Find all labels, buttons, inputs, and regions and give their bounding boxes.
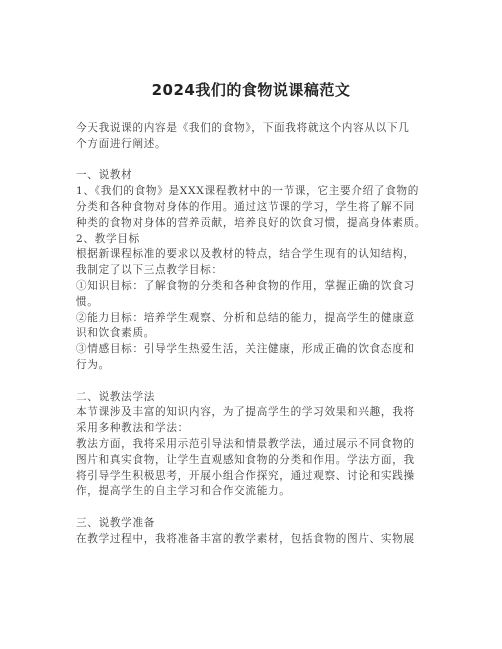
document-title: 2024我们的食物说课稿范文 [151,81,351,99]
blank-line [76,153,436,169]
text-line: 本节课涉及丰富的知识内容，为了提高学生的学习效果和兴趣，我将 [76,406,415,419]
text-line: 教法方面，我将采用示范引导法和情景教学法，通过展示不同食物的 [76,437,415,450]
text-line: ②能力目标：培养学生观察、分析和总结的能力，提高学生的健康意 [76,311,415,324]
text-line: 二、说教法学法 [76,390,156,403]
text-line: 将引导学生积极思考，开展小组合作探究，通过观察、讨论和实践操 [76,469,415,482]
text-line: 分类和各种食物对身体的作用。通过这节课的学习，学生将了解不同 [76,200,415,213]
text-line: 惯。 [76,295,99,308]
text-line: 我制定了以下三点教学目标： [76,264,223,277]
text-line: 根据新课程标准的要求以及教材的特点，结合学生现有的认知结构， [76,248,415,261]
text-line: 种类的食物对身体的营养贡献，培养良好的饮食习惯，提高身体素质。 [76,216,427,229]
text-line: 今天我说课的内容是《我们的食物》，下面我将就这个内容从以下几 [76,122,410,134]
document-body [76,121,436,548]
text-line: 采用多种教法和学法： [76,422,189,435]
text-line: 图片和真实食物，让学生直观感知食物的分类和作用。学法方面，我 [76,453,415,466]
text-line: 在教学过程中，我将准备丰富的教学素材，包括食物的图片、实物展 [76,532,415,545]
text-line: ①知识目标：了解食物的分类和各种食物的作用，掌握正确的饮食习 [76,279,415,292]
text-line: ③情感目标：引导学生热爱生活，关注健康，形成正确的饮食态度和 [76,343,415,356]
text-line: 2、教学目标 [76,232,140,245]
text-line: 1、《我们的食物》是XXX课程教材中的一节课，它主要介绍了食物的 [76,185,420,198]
text-line: 作，提高学生的自主学习和合作交流能力。 [76,485,291,498]
blank-line [76,500,436,516]
text-line: 识和饮食素质。 [76,327,156,340]
blank-line [76,374,436,390]
text-line: 一、说教材 [76,169,133,182]
text-line: 三、说教学准备 [76,516,156,529]
text-line: 个方面进行阐述。 [76,137,167,150]
text-line: 行为。 [76,358,110,371]
